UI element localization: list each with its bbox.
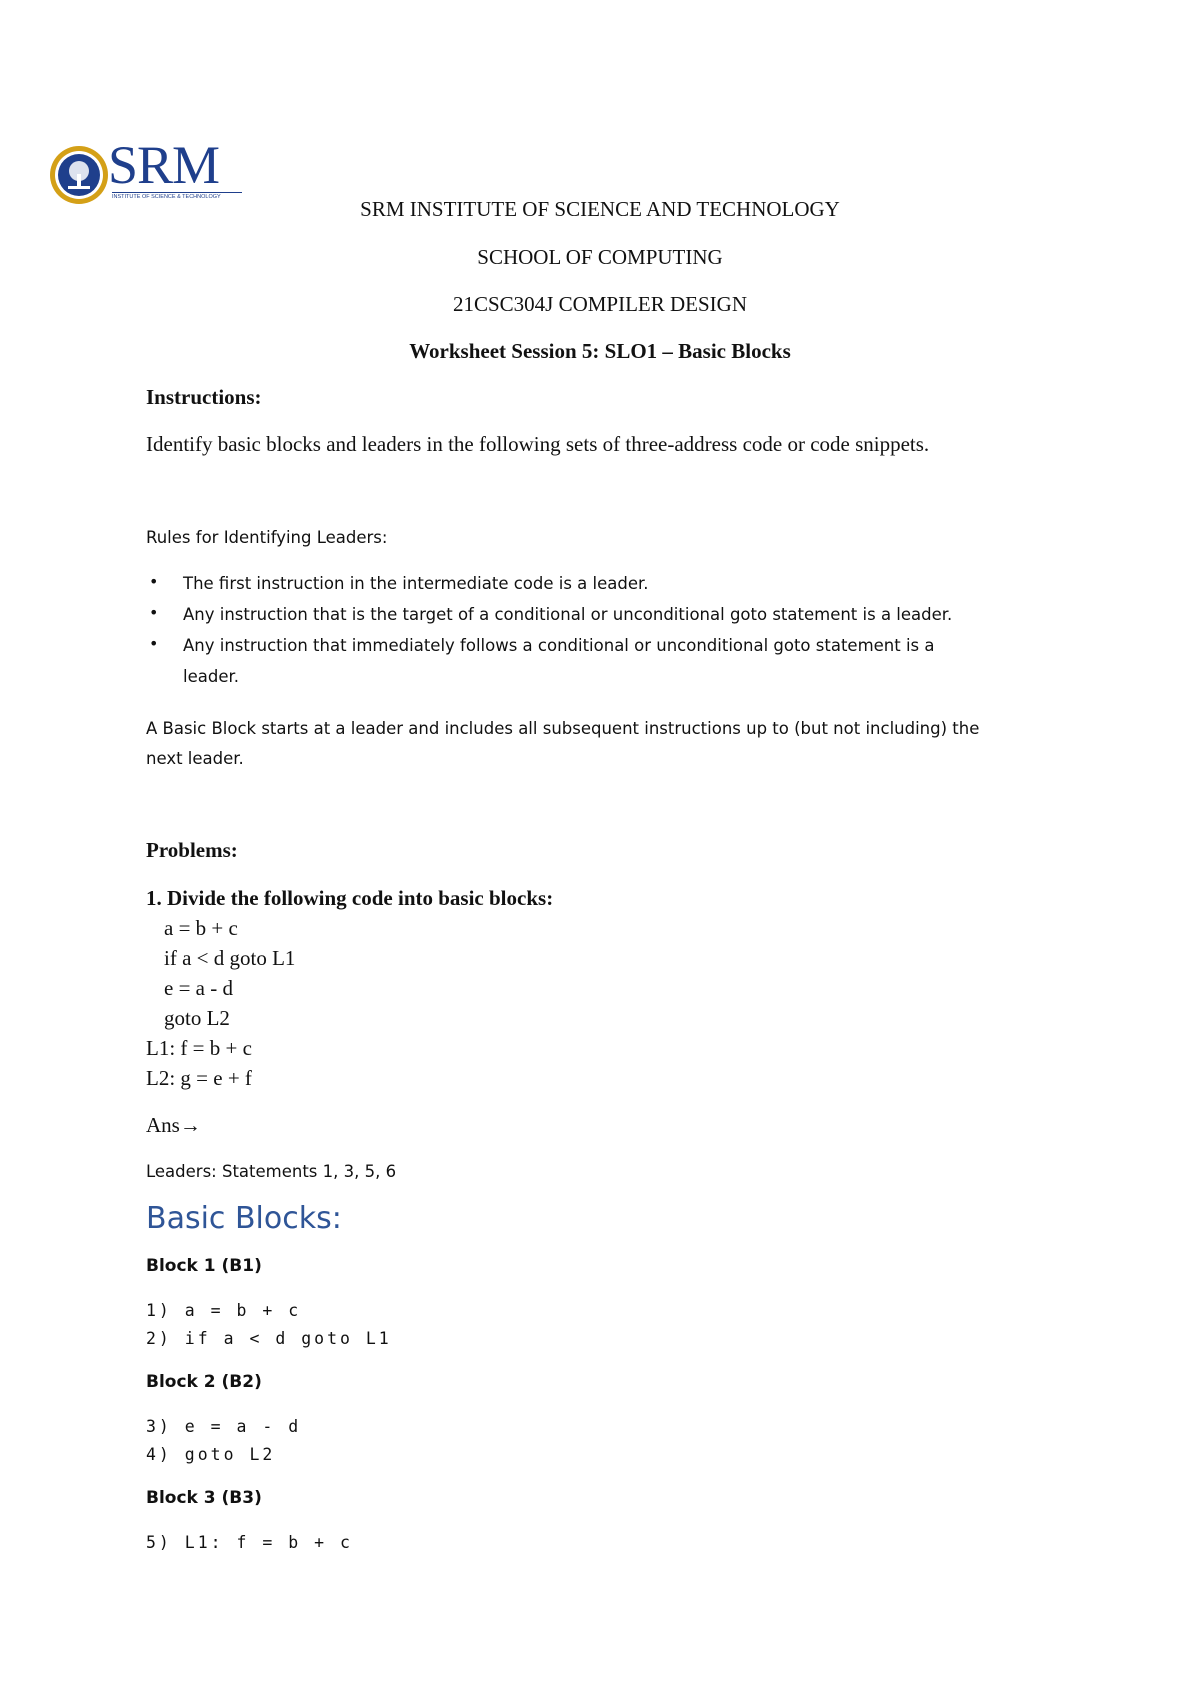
bullet-icon: • bbox=[149, 634, 159, 653]
code-line: L1: f = b + c bbox=[146, 1036, 252, 1060]
rule-item: Any instruction that immediately follows a conditional or unconditional goto statement is a bbox=[183, 636, 935, 655]
code-line: L2: g = e + f bbox=[146, 1066, 252, 1090]
logo-wordmark: SRM bbox=[108, 135, 220, 195]
code-line: a = b + c bbox=[164, 916, 238, 940]
rule-item: Any instruction that is the target of a conditional or unconditional goto statement is a leader. bbox=[183, 605, 953, 624]
code-line: if a < d goto L1 bbox=[164, 946, 296, 970]
rules-heading: Rules for Identifying Leaders: bbox=[146, 528, 388, 547]
leaders-answer: Leaders: Statements 1, 3, 5, 6 bbox=[146, 1162, 397, 1181]
basic-block-definition-continued: next leader. bbox=[146, 749, 244, 768]
basic-blocks-heading: Basic Blocks: bbox=[146, 1201, 342, 1236]
bullet-icon: • bbox=[149, 603, 159, 622]
block-3-title: Block 3 (B3) bbox=[146, 1488, 262, 1508]
course-title: 21CSC304J COMPILER DESIGN bbox=[452, 292, 748, 316]
block-1-line: 1) a = b + c bbox=[146, 1301, 302, 1320]
code-line: e = a - d bbox=[164, 976, 233, 1000]
block-2-line: 3) e = a - d bbox=[146, 1417, 302, 1436]
problem-1-question: 1. Divide the following code into basic blocks: bbox=[146, 886, 554, 910]
instructions-text: Identify basic blocks and leaders in the following sets of three-address code or code snippets. bbox=[146, 432, 930, 456]
instructions-heading: Instructions: bbox=[146, 385, 262, 409]
block-2-title: Block 2 (B2) bbox=[146, 1372, 262, 1392]
block-1-title: Block 1 (B1) bbox=[146, 1256, 262, 1276]
rule-item-continued: leader. bbox=[183, 667, 239, 686]
session-title: Worksheet Session 5: SLO1 – Basic Blocks bbox=[409, 339, 791, 363]
bullet-icon: • bbox=[149, 572, 159, 591]
block-2-line: 4) goto L2 bbox=[146, 1445, 276, 1464]
problems-heading: Problems: bbox=[146, 838, 238, 862]
school-title: SCHOOL OF COMPUTING bbox=[477, 245, 723, 269]
basic-block-definition: A Basic Block starts at a leader and includes all subsequent instructions up to (but not including) the bbox=[146, 719, 980, 738]
rule-item: The first instruction in the intermediate code is a leader. bbox=[183, 574, 649, 593]
block-1-line: 2) if a < d goto L1 bbox=[146, 1329, 392, 1348]
answer-label: Ans→ bbox=[146, 1113, 201, 1137]
code-line: goto L2 bbox=[164, 1006, 230, 1030]
logo-subtitle: INSTITUTE OF SCIENCE & TECHNOLOGY bbox=[112, 192, 242, 200]
block-3-line: 5) L1: f = b + c bbox=[146, 1533, 353, 1552]
institute-title: SRM INSTITUTE OF SCIENCE AND TECHNOLOGY bbox=[360, 197, 840, 221]
